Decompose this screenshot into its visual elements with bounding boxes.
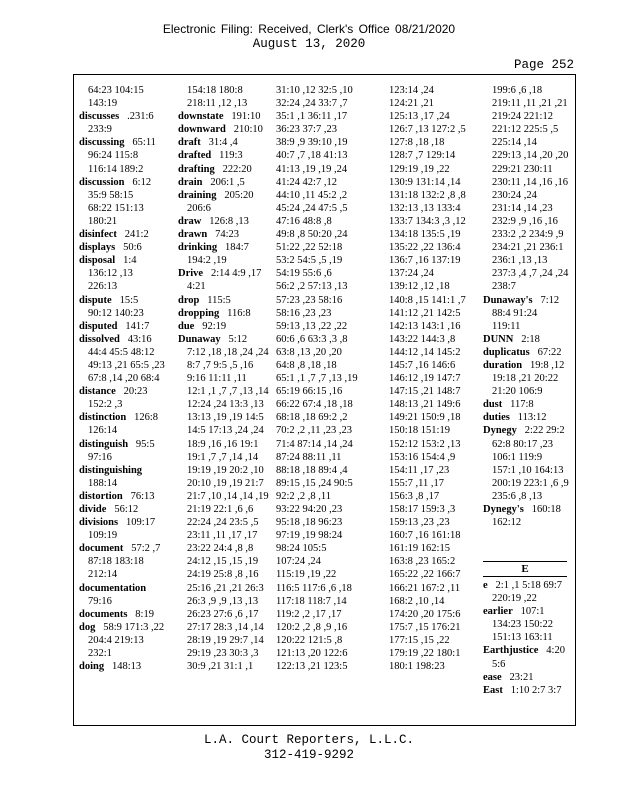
index-entry: DUNN 2:18 [483,333,540,345]
index-entry: Dynegy 2:22 29:2 [483,425,565,437]
index-term: dust [483,399,503,411]
index-locator-line: 68:22 151:13 [88,202,144,214]
index-locator-line: 64:23 104:15 [88,85,144,96]
index-entry: document 57:2 ,7 [79,543,161,555]
index-term: Drive [178,268,204,280]
index-locator-line: 152:12 153:2 ,13 [389,438,461,450]
index-locator-line: 23:22 24:4 ,8 ,8 [187,543,254,555]
index-locator-line: 59:13 ,13 ,22 ,22 [276,320,348,332]
index-locator-line: 128:7 ,7 129:14 [389,150,456,162]
index-locator-line: 236:1 ,13 ,13 [492,255,548,267]
index-term: Earthjustice [483,645,539,657]
index-locator-line: 32:24 ,24 33:7 ,7 [276,98,348,110]
index-term: discussion [79,176,125,188]
index-locator-line: 66:22 67:4 ,18 ,18 [276,399,353,411]
index-locator-line: 143:19 [88,98,118,110]
index-locator-line: 62:8 80:17 ,23 [492,438,553,450]
index-locator-line: 137:24 ,24 [389,268,434,280]
index-entry: duration 19:8 ,12 [483,359,565,371]
index-locator-line: 231:14 ,14 ,23 [492,202,553,214]
index-locator-line: 87:18 183:18 [88,556,144,568]
index-locator-line: 23:11 ,11 ,17 ,17 [187,530,258,542]
index-locator-line: 155:7 ,11 ,17 [389,477,445,489]
index-column-5 [483,84,577,529]
index-locator-line: 14:5 17:13 ,24 ,24 [187,425,264,437]
index-locator-line: 232:9 ,9 ,16 ,16 [492,215,558,227]
index-locator-line: 98:24 105:5 [276,543,327,555]
index-locator-line: 159:13 ,23 ,23 [389,517,450,529]
index-locator-line: 21:20 106:9 [492,386,543,398]
index-locator-line: 67:8 ,14 ,20 68:4 [88,373,160,385]
index-term: distinguishing [79,464,143,476]
index-locator-line: 142:13 143:1 ,16 [389,320,461,332]
index-locator-line: 41:24 42:7 ,12 [276,176,337,188]
index-locator-line: 93:22 94:20 ,23 [276,504,343,515]
index-locator-line: 129:19 ,19 ,22 [389,163,450,175]
index-locator-line: 49:8 ,8 50:20 ,24 [276,229,348,241]
index-term: distinction [79,412,127,424]
index-entry: discussing 65:11 [79,137,156,149]
index-locator-line: 12:24 ,24 13:3 ,13 [187,399,264,411]
index-locator-line: 27:17 28:3 ,14 ,14 [187,621,264,633]
index-entry: disinfect 241:2 [79,229,149,241]
index-entry: duplicatus 67:22 [483,346,562,358]
index-locator-line: 153:16 154:4 ,9 [389,451,456,463]
index-entry: displays 50:6 [79,242,142,254]
index-locator-line: 24:19 25:8 ,8 ,16 [187,569,259,581]
index-term: duties [483,412,510,424]
index-term: discusses [79,111,120,123]
index-entry: disposal 1:4 [79,255,137,267]
index-entry: dissolved 43:16 [79,333,152,345]
index-entry: downward 210:10 [178,124,263,136]
index-term: duplicatus [483,346,530,358]
index-locator-line: 109:19 [88,530,118,542]
index-locator-line: 20:10 ,19 ,19 21:7 [187,477,264,489]
index-locator-line: 147:15 ,21 148:7 [389,386,461,398]
index-locator-line: 89:15 ,15 ,24 90:5 [276,477,353,489]
index-locator-line: 116:14 189:2 [88,163,144,175]
index-locator-line: 180:21 [88,215,118,227]
index-locator-line: 35:1 ,1 36:11 ,17 [276,111,348,123]
index-locator-line: 194:2 ,19 [187,255,227,267]
index-locator-line: 58:16 ,23 ,23 [276,307,332,319]
index-entry: dropping 116:8 [178,307,251,319]
index-locator-line: 97:16 [88,451,112,463]
index-term: Dunaway [178,333,221,345]
index-locator-line: 140:8 ,15 141:1 ,7 [389,294,466,306]
index-entry: drawn 74:23 [178,229,239,241]
index-locator-line: 180:1 198:23 [389,661,445,673]
index-entry: drop 115:5 [178,294,231,306]
index-entry: Dunaway 5:12 [178,333,248,345]
index-locator-line: 70:2 ,2 ,11 ,23 ,23 [276,425,353,437]
index-locator-line: 188:14 [88,477,118,489]
index-locator-line: 122:13 ,21 123:5 [276,661,348,673]
index-locator-line: 45:24 ,24 47:5 ,5 [276,202,348,214]
index-entry: ease 23:21 [483,671,534,683]
index-locator-line: 120:22 121:5 ,8 [276,634,343,646]
index-locator-line: 225:14 ,14 [492,137,537,149]
index-locator-line: 175:7 ,15 176:21 [389,621,461,633]
index-locator-line: 31:10 ,12 32:5 ,10 [276,85,353,96]
index-term: ease [483,671,502,683]
index-term: Dynegy [483,425,517,437]
index-locator-line: 44:10 ,11 45:2 ,2 [276,189,348,201]
index-locator-line: 87:24 88:11 ,11 [276,451,342,463]
index-entry: divide 56:12 [79,504,139,515]
index-locator-line: 130:9 131:14 ,14 [389,176,461,188]
index-term: East [483,684,503,696]
index-term: draining [178,189,217,201]
index-locator-line: 19:18 ,21 20:22 [492,373,559,385]
index-locator-line: 157:1 ,10 164:13 [492,464,564,476]
index-column-2 [178,84,272,673]
index-term: discussing [79,137,125,149]
index-term: disputed [79,320,118,332]
index-locator-line: 233:9 [88,124,112,136]
index-locator-line: 8:7 ,7 9:5 ,5 ,16 [187,359,254,371]
index-entry: drain 206:1 ,5 [178,176,245,188]
index-locator-line: 144:12 ,14 145:2 [389,346,461,358]
index-locator-line: 125:13 ,17 ,24 [389,111,450,123]
index-term: drafting [178,163,215,175]
index-locator-line: 146:12 ,19 147:7 [389,373,461,385]
index-entry: drafted 119:3 [178,150,243,162]
index-locator-line: 9:16 11:11 ,11 [187,373,247,385]
index-locator-line: 212:14 [88,569,118,581]
index-entry: dust 117:8 [483,399,534,411]
index-locator-line: 204:4 219:13 [88,634,144,646]
index-entry: distortion 76:13 [79,490,155,502]
index-locator-line: 19:19 ,19 20:2 ,10 [187,464,264,476]
reporter-name: L.A. Court Reporters, L.L.C. [203,733,415,747]
index-term: DUNN [483,333,514,345]
index-term: draw [178,215,202,227]
index-locator-line: 119:2 ,2 ,17 ,17 [276,608,342,620]
index-entry: distinction 126:8 [79,412,159,424]
index-entry: discusses .231:6 [79,111,154,123]
index-locator-line: 160:7 ,16 161:18 [389,530,461,542]
index-column-3 [276,84,370,673]
section-letter: E [483,561,567,577]
index-locator-line: 233:2 ,2 234:9 ,9 [492,229,564,241]
index-locator-line: 44:4 45:5 48:12 [88,346,155,358]
index-locator-line: 229:21 230:11 [492,163,553,175]
index-locator-line: 151:13 163:11 [492,632,553,644]
index-entry: dog 58:9 171:3 ,22 [79,621,165,633]
index-locator-line: 19:1 ,7 ,7 ,14 ,14 [187,451,259,463]
index-locator-line: 126:7 ,13 127:2 ,5 [389,124,466,136]
index-locator-line: 4:21 [187,281,206,293]
index-locator-line: 47:16 48:8 ,8 [276,215,332,227]
index-entry: discussion 6:12 [79,176,152,188]
index-locator-line: 38:9 ,9 39:10 ,19 [276,137,348,149]
index-locator-line: 149:21 150:9 ,18 [389,412,461,424]
index-locator-line: 152:2 ,3 [88,399,123,411]
index-term: dog [79,621,96,633]
index-locator-line: 115:19 ,19 ,22 [276,569,337,581]
index-locator-line: 139:12 ,12 ,18 [389,281,450,293]
index-locator-line: 107:24 ,24 [276,556,321,568]
index-locator-line: 95:18 ,18 96:23 [276,517,343,529]
index-locator-line: 40:7 ,7 ,18 41:13 [276,150,348,162]
index-entry: Dunaway's 7:12 [483,294,560,306]
index-locator-line: 29:19 ,23 30:3 ,3 [187,648,259,660]
index-term: divisions [79,517,119,529]
index-term: drinking [178,242,218,254]
index-locator-line: 134:23 150:22 [492,619,553,631]
index-locator-line: 71:4 87:14 ,14 ,24 [276,438,353,450]
index-locator-line: 60:6 ,6 63:3 ,3 ,8 [276,333,348,345]
index-entry: doing 148:13 [79,661,142,673]
index-term: displays [79,242,116,254]
index-entry: draft 31:4 ,4 [178,137,238,149]
index-locator-line: 35:9 58:15 [88,189,134,201]
index-locator-line: 26:3 ,9 ,9 ,13 ,13 [187,595,259,607]
index-locator-line: 25:16 ,21 ,21 26:3 [187,582,264,594]
index-entry: Dynegy's 160:18 [483,504,561,515]
index-entry: Earthjustice 4:20 [483,645,565,657]
index-entry: Drive 2:14 4:9 ,17 [178,268,262,280]
index-locator-line: 21:19 22:1 ,6 ,6 [187,504,254,515]
page-number: Page 252 [513,58,574,72]
index-locator-line: 12:1 ,1 ,7 ,7 ,13 ,14 [187,386,269,398]
reporter-phone: 312-419-9292 [263,748,354,762]
index-locator-line: 166:21 167:2 ,11 [389,582,461,594]
index-locator-line: 116:5 117:6 ,6 ,18 [276,582,352,594]
filing-date: August 13, 2020 [252,37,366,51]
index-locator-line: 119:11 [492,320,521,332]
index-locator-line: 174:20 ,20 175:6 [389,608,461,620]
index-locator-line: 158:17 159:3 ,3 [389,504,456,515]
index-locator-line: 165:22 ,22 166:7 [389,569,461,581]
index-locator-line: 51:22 ,22 52:18 [276,242,343,254]
index-locator-line: 79:16 [88,595,112,607]
index-locator-line: 177:15 ,15 ,22 [389,634,450,646]
index-term: divide [79,504,107,515]
index-entry: dispute 15:5 [79,294,139,306]
index-term: drafted [178,150,212,162]
index-locator-line: 219:11 ,11 ,21 ,21 [492,98,568,110]
index-term: doing [79,661,105,673]
index-locator-line: 135:22 ,22 136:4 [389,242,461,254]
index-locator-line: 141:12 ,21 142:5 [389,307,461,319]
index-locator-line: 65:19 66:15 ,16 [276,386,343,398]
index-locator-line: 136:7 ,16 137:19 [389,255,461,267]
index-locator-line: 56:2 ,2 57:13 ,13 [276,281,348,293]
index-term: document [79,543,124,555]
index-locator-line: 22:24 ,24 23:5 ,5 [187,517,259,529]
index-entry: duties 113:12 [483,412,547,424]
index-locator-line: 68:18 ,18 69:2 ,2 [276,412,348,424]
index-entry: drafting 222:20 [178,163,252,175]
index-term: due [178,320,195,332]
index-locator-line: 154:18 180:8 [187,85,243,96]
index-locator-line: 162:12 [492,517,522,529]
index-locator-line: 28:19 ,19 29:7 ,14 [187,634,264,646]
index-locator-line: 92:2 ,2 ,8 ,11 [276,490,332,502]
index-locator-line: 238:7 [492,281,516,293]
index-term: dispute [79,294,112,306]
index-locator-line: 163:8 ,23 165:2 [389,556,456,568]
index-locator-line: 132:13 ,13 133:4 [389,202,461,214]
index-locator-line: 200:19 223:1 ,6 ,9 [492,477,569,489]
index-entry: draw 126:8 ,13 [178,215,249,227]
index-term: distinguish [79,438,129,450]
index-entry [79,582,173,595]
index-locator-line: 18:9 ,16 ,16 19:1 [187,438,259,450]
index-locator-line: 221:12 225:5 ,5 [492,124,559,136]
index-locator-line: 220:19 ,22 [492,593,537,605]
index-locator-line: 161:19 162:15 [389,543,450,555]
index-locator-line: 21:7 ,10 ,14 ,14 ,19 [187,490,269,502]
index-term: distortion [79,490,123,502]
index-locator-line: 30:9 ,21 31:1 ,1 [187,661,254,673]
index-locator-line: 134:18 135:5 ,19 [389,229,461,241]
index-term: downward [178,124,226,136]
index-locator-line: 120:2 ,2 ,8 ,9 ,16 [276,621,348,633]
index-term: duration [483,359,523,371]
index-locator-line: 41:13 ,19 ,19 ,24 [276,163,348,175]
index-term: distance [79,386,116,398]
index-entry: distinguish 95:5 [79,438,155,450]
index-locator-line: 229:13 ,14 ,20 ,20 [492,150,569,162]
index-locator-line: 230:24 ,24 [492,189,537,201]
index-locator-line: 65:1 ,1 ,7 ,7 ,13 ,19 [276,373,358,385]
index-entry: distance 20:23 [79,386,148,398]
index-locator-line: 90:12 140:23 [88,307,144,319]
index-locator-line: 133:7 134:3 ,3 ,12 [389,215,466,227]
index-locator-line: 206:6 [187,202,211,214]
index-locator-line: 97:19 ,19 98:24 [276,530,343,542]
index-column-5-section-e [483,579,577,697]
index-entry: documents 8:19 [79,608,154,620]
index-locator-line: 232:1 [88,648,112,660]
index-term: disinfect [79,229,117,241]
index-locator-line: 131:18 132:2 ,8 ,8 [389,189,466,201]
index-locator-line: 218:11 ,12 ,13 [187,98,248,110]
index-locator-line: 127:8 ,18 ,18 [389,137,445,149]
index-locator-line: 219:24 221:12 [492,111,553,123]
index-locator-line: 123:14 ,24 [389,85,434,96]
index-column-1 [79,84,173,673]
index-term: documents [79,608,128,620]
index-locator-line: 124:21 ,21 [389,98,434,110]
index-locator-line: 150:18 151:19 [389,425,450,437]
index-locator-line: 117:18 118:7 ,14 [276,595,347,607]
index-locator-line: 168:2 ,10 ,14 [389,595,445,607]
index-locator-line: 64:8 ,8 ,18 ,18 [276,359,337,371]
index-locator-line: 54:19 55:6 ,6 [276,268,332,280]
index-entry: divisions 109:17 [79,517,156,529]
index-locator-line: 53:2 54:5 ,5 ,19 [276,255,343,267]
index-locator-line: 226:13 [88,281,118,293]
index-term: drain [178,176,203,188]
index-entry [79,464,173,477]
index-locator-line: 237:3 ,4 ,7 ,24 ,24 [492,268,569,280]
index-term: e [483,580,488,591]
index-entry: disputed 141:7 [79,320,150,332]
index-locator-line: 145:7 ,16 146:6 [389,359,456,371]
index-term: dropping [178,307,220,319]
index-locator-line: 148:13 ,21 149:6 [389,399,461,411]
index-locator-line: 26:23 27:6 ,6 ,17 [187,608,259,620]
index-term: drawn [178,229,208,241]
index-column-4 [389,84,483,673]
index-locator-line: 49:13 ,21 65:5 ,23 [88,359,165,371]
index-locator-line: 88:4 91:24 [492,307,538,319]
index-locator-line: 126:14 [88,425,118,437]
index-term: disposal [79,255,116,267]
filing-stamp: Electronic Filing: Received, Clerk's Office 08/21/2020 [162,22,456,36]
index-term: documentation [79,582,147,594]
index-term: downstate [178,111,224,123]
index-locator-line: 235:6 ,8 ,13 [492,490,543,502]
index-locator-line: 5:6 [492,658,506,670]
index-entry: due 92:19 [178,320,227,332]
index-locator-line: 179:19 ,22 180:1 [389,648,461,660]
index-locator-line: 143:22 144:3 ,8 [389,333,456,345]
index-locator-line: 121:13 ,20 122:6 [276,648,348,660]
index-locator-line: 136:12 ,13 [88,268,133,280]
index-entry: East 1:10 2:7 3:7 [483,684,562,696]
index-locator-line: 230:11 ,14 ,16 ,16 [492,176,569,188]
index-locator-line: 154:11 ,17 ,23 [389,464,450,476]
index-locator-line: 156:3 ,8 ,17 [389,490,440,502]
index-term: Dynegy's [483,504,524,515]
index-locator-line: 106:1 119:9 [492,451,543,463]
index-locator-line: 13:13 ,19 ,19 14:5 [187,412,264,424]
index-locator-line: 88:18 ,18 89:4 ,4 [276,464,348,476]
index-entry: downstate 191:10 [178,111,261,123]
index-entry: drinking 184:7 [178,242,249,254]
index-term: draft [178,137,201,149]
index-entry: e 2:1 ,1 5:18 69:7 [483,580,563,591]
index-locator-line: 199:6 ,6 ,18 [492,85,543,96]
index-term: earlier [483,606,513,618]
index-locator-line: 57:23 ,23 58:16 [276,294,343,306]
index-locator-line: 7:12 ,18 ,18 ,24 ,24 [187,346,269,358]
index-entry: earlier 107:1 [483,606,545,618]
index-term: Dunaway's [483,294,533,306]
index-term: dissolved [79,333,120,345]
index-locator-line: 96:24 115:8 [88,150,139,162]
index-locator-line: 63:8 ,13 ,20 ,20 [276,346,342,358]
index-entry: draining 205:20 [178,189,254,201]
index-locator-line: 24:12 ,15 ,15 ,19 [187,556,259,568]
index-locator-line: 36:23 37:7 ,23 [276,124,337,136]
index-locator-line: 234:21 ,21 236:1 [492,242,564,254]
index-term: drop [178,294,200,306]
